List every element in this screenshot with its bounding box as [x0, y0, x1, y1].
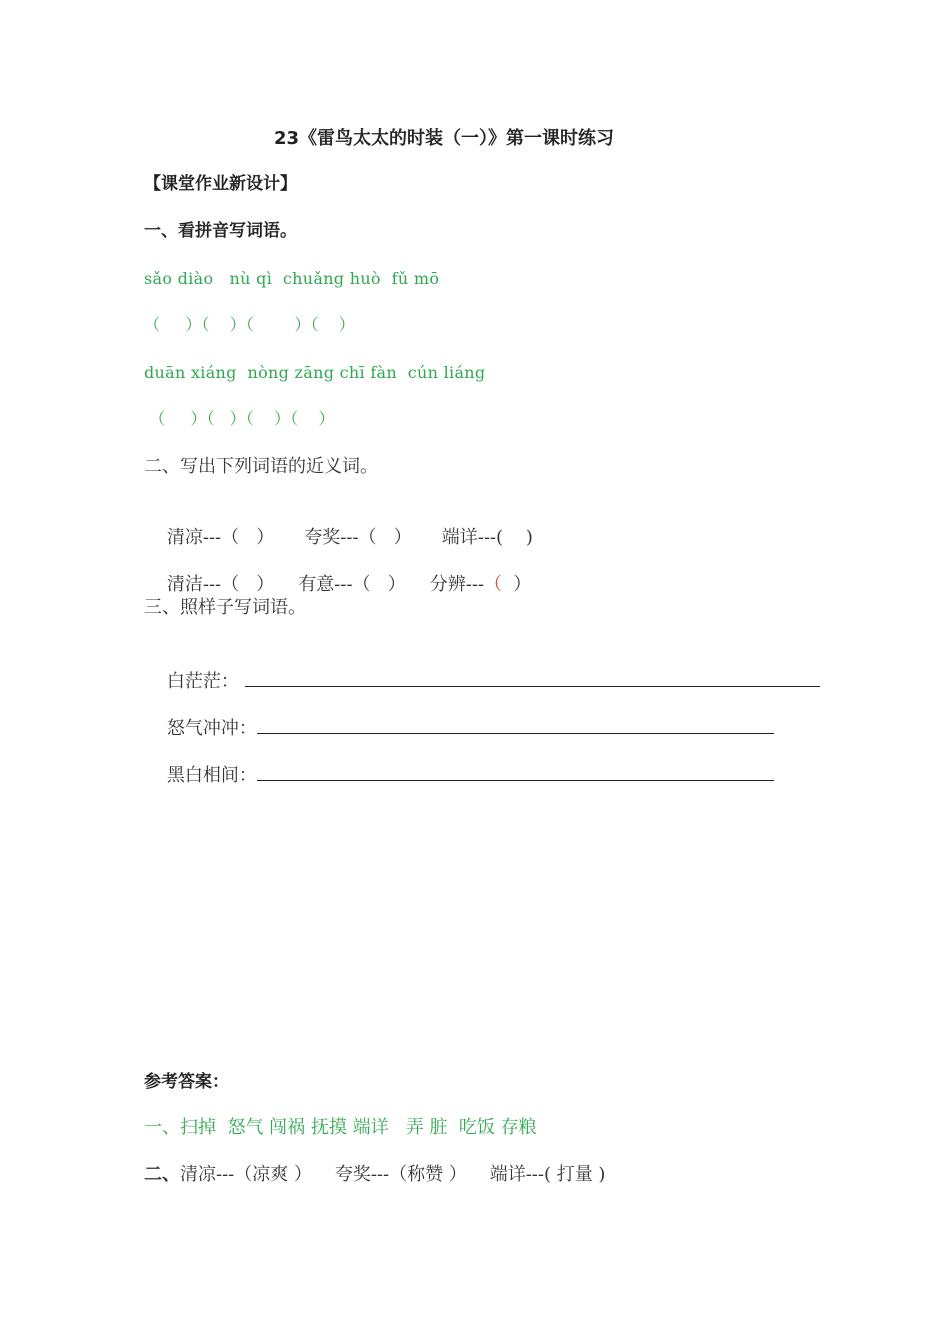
q3-item-2-blank: [257, 715, 774, 734]
answers-line-2-prefix: 二、: [144, 1164, 180, 1185]
answers-line-1: 一、扫掉 怒气 闯祸 抚摸 端详 弄 脏 吃饭 存粮: [144, 1117, 537, 1138]
q1-answer-brackets-row-1: （ ）（ ）（ ）（ ）: [144, 315, 355, 334]
q2-item-qingliang: 清凉---（ ）: [166, 527, 275, 548]
answers-line-2-text: 清凉---（凉爽 ） 夸奖---（称赞 ） 端详---( 打量 ): [180, 1164, 606, 1185]
q3-item-3-blank: [257, 762, 774, 781]
q2-item-youyi: 有意---（ ）: [298, 574, 406, 595]
q1-answer-brackets-row-2: （ ）（ ）（ ）（ ）: [144, 409, 335, 428]
q2-item-fenbian-label: 分辨---: [429, 574, 484, 595]
q3-item-1-blank: [245, 668, 760, 687]
q2-item-fenbian: [430, 574, 532, 595]
q3-item-3-label: 黑白相间：: [166, 765, 257, 786]
q3-item-2-label: 怒气冲冲：: [166, 718, 257, 739]
q3-item-1-blank-extension: [760, 668, 820, 687]
answers-heading: 参考答案：: [144, 1072, 229, 1092]
q1-pinyin-row-2: duān xiáng nòng zāng chī fàn cún liáng: [144, 363, 486, 382]
q2-item-kuajiang: 夸奖---（ ）: [304, 527, 412, 548]
q3-item-1-label: 白茫茫：: [166, 671, 239, 692]
section-heading: 【课堂作业新设计】: [144, 174, 297, 194]
q2-item-fenbian-close-bracket: ）: [501, 574, 532, 595]
page-title: 23《雷鸟太太的时装（一）》第一课时练习: [273, 128, 615, 149]
q3-heading: 三、照样子写词语。: [144, 597, 306, 618]
q2-item-qingjie: 清洁---（ ）: [166, 574, 275, 595]
answers-line-2: [144, 1163, 605, 1187]
q2-item-fenbian-open-bracket: （: [483, 574, 502, 595]
q2-heading: 二、写出下列词语的近义词。: [144, 456, 378, 477]
q1-heading: 一、看拼音写词语。: [144, 221, 297, 241]
q2-item-duanxiang: 端详---( ): [441, 527, 533, 548]
q1-pinyin-row-1: sǎo diào nù qì chuǎng huò fǔ mō: [144, 269, 440, 288]
q3-item-3: [144, 738, 774, 812]
